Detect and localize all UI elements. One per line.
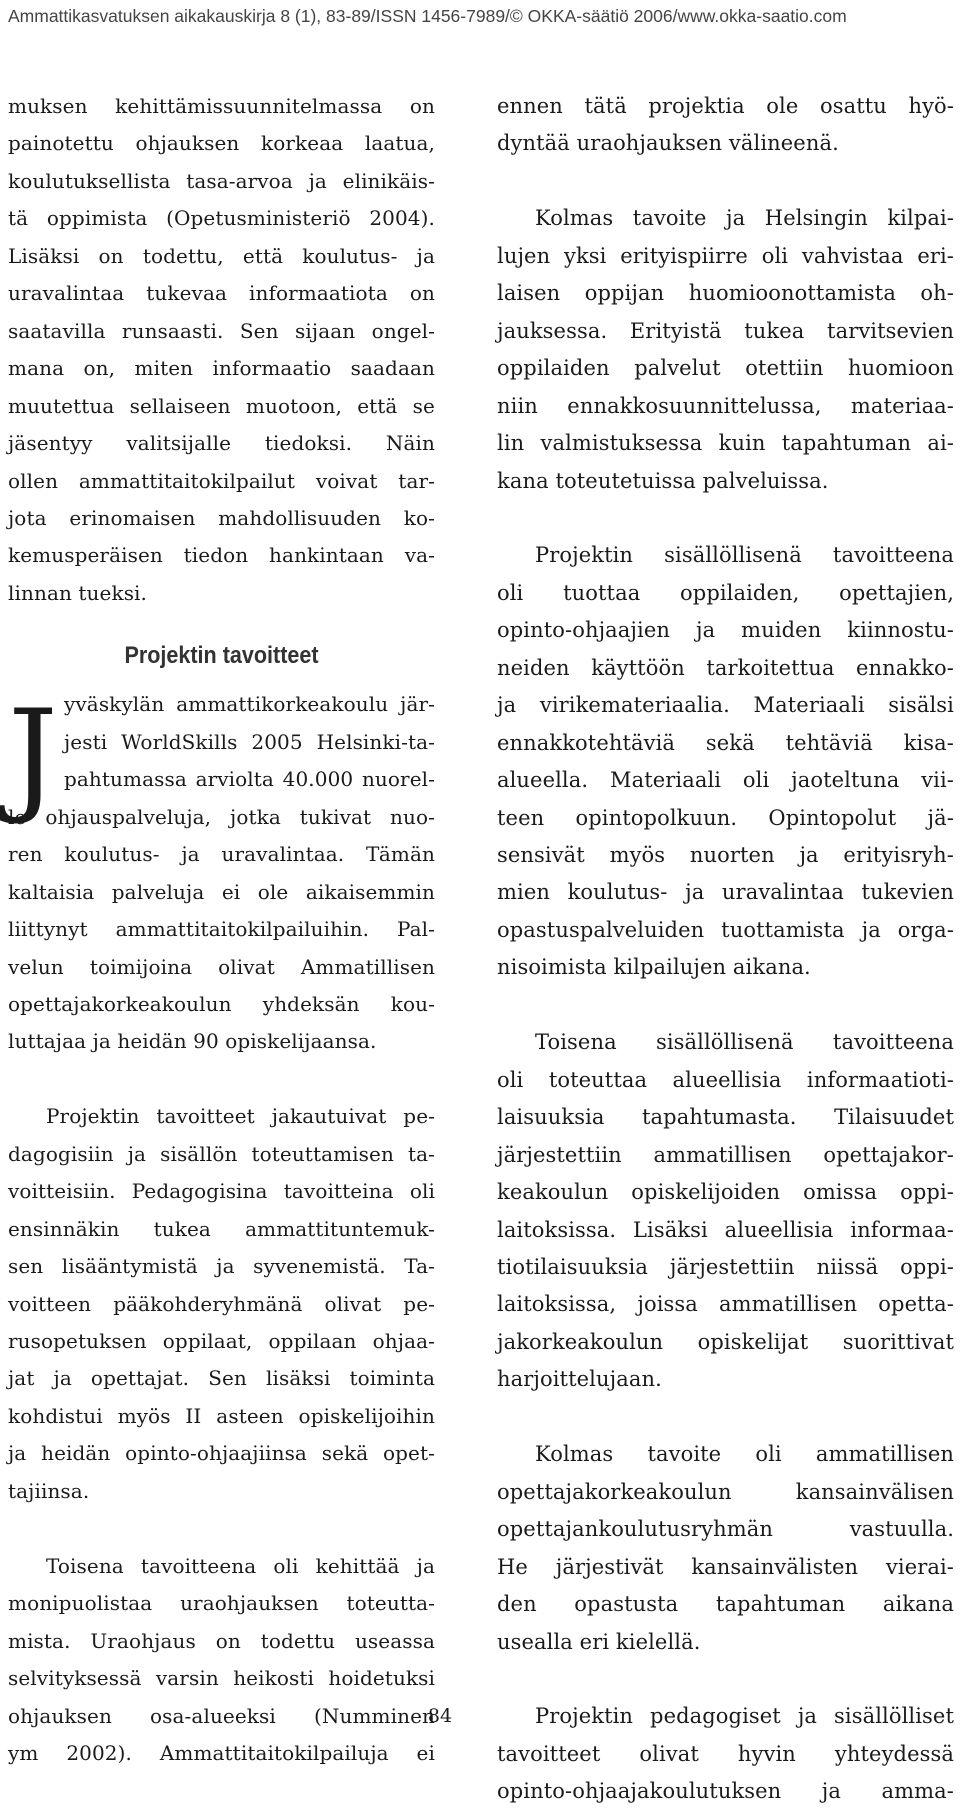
text-line: ensinnäkin tukea ammattituntemuk- (8, 1216, 435, 1241)
text-line: oppilaiden palvelut otettiin huomioon (497, 356, 954, 381)
paragraph (8, 88, 435, 612)
text-line: jauksessa. Erityistä tukea tarvitsevien (497, 318, 954, 343)
text-line: neiden käyttöön tarkoitettua ennakko- (497, 655, 954, 680)
text-line: jesti WorldSkills 2005 Helsinki-ta- (64, 729, 435, 754)
left-column (8, 88, 435, 1772)
paragraph (497, 537, 954, 986)
text-line: usealla eri kielellä. (497, 1629, 701, 1654)
text-line: rusopetuksen oppilaat, oppilaan ohjaa- (8, 1329, 435, 1354)
text-line: oli toteuttaa alueellisia informaatioti- (497, 1067, 954, 1092)
section-heading: Projektin tavoitteet (124, 642, 319, 670)
text-line: jat ja opettajat. Sen lisäksi toiminta (8, 1366, 435, 1391)
text-line: velun toimijoina olivat Ammatillisen (8, 954, 435, 979)
paragraph (497, 1698, 954, 1810)
text-line: mien koulutus- ja uravalintaa tukevien (497, 880, 954, 905)
text-line: mista. Uraohjaus on todettu useassa (8, 1628, 435, 1653)
text-line: kana toteutetuissa palveluissa. (497, 468, 829, 493)
text-line: tiotilaisuuksia järjestettiin niissä oppi- (497, 1255, 954, 1279)
text-line: opinto-ohjaajien ja muiden kiinnostu- (497, 618, 954, 643)
text-line: Projektin pedagogiset ja sisällölliset (535, 1704, 954, 1729)
text-line: ennakkotehtäviä sekä tehtäviä kisa- (497, 730, 954, 755)
right-column (497, 88, 954, 1811)
text-line: harjoittelujaan. (497, 1367, 662, 1392)
page-number: 84 (427, 1705, 453, 1727)
text-line: dagogisiin ja sisällön toteuttamisen ta- (8, 1141, 435, 1166)
text-line: kemusperäisen tiedon hankintaan va- (8, 543, 435, 568)
text-line: tajiinsa. (8, 1478, 90, 1503)
drop-cap: J (8, 684, 58, 829)
text-line: nisoimista kilpailujen aikana. (497, 955, 811, 980)
text-line: He järjestivät kansainvälisten vierai- (497, 1554, 954, 1579)
text-line: ja virikemateriaalia. Materiaali sisälsi (497, 693, 954, 718)
text-line: Lisäksi on todettu, että koulutus- ja (8, 243, 435, 268)
text-line: selvityksessä varsin heikosti hoidetuksi (8, 1666, 435, 1691)
dropcap-paragraph (8, 686, 435, 1061)
text-line: Kolmas tavoite oli ammatillisen (535, 1442, 954, 1467)
text-line: laitoksissa, joissa ammatillisen opetta- (497, 1292, 954, 1317)
text-line: lin valmistuksessa kuin tapahtuman ai- (497, 431, 954, 456)
text-line: laisuuksia tapahtumasta. Tilaisuudet (497, 1105, 954, 1130)
paragraph (497, 88, 954, 163)
text-line: linnan tueksi. (8, 580, 148, 605)
text-line: jota erinomaisen mahdollisuuden ko- (8, 505, 435, 530)
text-line: ren koulutus- ja uravalintaa. Tämän (8, 842, 435, 867)
text-line: opettajankoulutusryhmän vastuulla. (497, 1517, 954, 1542)
text-line: alueella. Materiaali oli jaoteltuna vii- (497, 768, 954, 793)
text-line: voitteisiin. Pedagogisina tavoitteina oli (8, 1179, 435, 1204)
text-line: laitoksissa. Lisäksi alueellisia informaa- (497, 1217, 954, 1242)
text-line: ym 2002). Ammattitaitokilpailuja ei (8, 1741, 435, 1765)
text-line: kaltaisia palveluja ei ole aikaisemmin (8, 879, 435, 904)
text-line: koulutuksellista tasa-arvoa ja elinikäis- (8, 168, 435, 193)
text-line: monipuolistaa uraohjauksen toteutta- (8, 1591, 435, 1616)
text-line: muksen kehittämissuunnitelmassa on (8, 94, 435, 118)
text-line: muutettua sellaiseen muotoon, että se (8, 393, 435, 418)
text-line: Projektin tavoitteet jakautuivat pe- (46, 1104, 435, 1129)
text-line: pahtumassa arviolta 40.000 nuorel- (64, 767, 435, 792)
text-line: keakoulun opiskelijoiden omissa oppi- (497, 1180, 954, 1205)
text-line: opettajakorkeakoulun yhdeksän kou- (8, 991, 435, 1016)
text-line: ohjauksen osa-alueeksi (Numminen (8, 1703, 435, 1728)
text-line: tavoitteet olivat hyvin yhteydessä (497, 1741, 954, 1766)
text-line: Toisena sisällöllisenä tavoitteena (535, 1030, 954, 1055)
text-line: jakorkeakoulun opiskelijat suorittivat (497, 1329, 954, 1354)
text-line: sen lisääntymistä ja syvenemistä. Ta- (8, 1254, 435, 1279)
text-line: le ohjauspalveluja, jotka tukivat nuo- (8, 804, 435, 829)
text-line: tä oppimista (Opetusministeriö 2004). (8, 206, 435, 231)
text-line: kohdistui myös II asteen opiskelijoihin (8, 1403, 435, 1428)
text-line: lujen yksi erityispiirre oli vahvistaa eri- (497, 243, 954, 268)
text-line: luttajaa ja heidän 90 opiskelijaansa. (8, 1029, 377, 1054)
text-line: yväskylän ammattikorkeakoulu jär- (64, 692, 435, 717)
paragraph (497, 1436, 954, 1661)
text-line: Toisena tavoitteena oli kehittää ja (46, 1553, 435, 1578)
text-line: laisen oppijan huomioonottamista oh- (497, 281, 954, 306)
text-line: saatavilla runsaasti. Sen sijaan ongel- (8, 318, 435, 343)
text-line: järjestettiin ammatillisen opettajakor- (497, 1142, 954, 1167)
text-line: jäsentyy valitsijalle tiedoksi. Näin (8, 431, 435, 456)
text-line: Kolmas tavoite ja Helsingin kilpai- (535, 206, 954, 231)
text-line: Projektin sisällöllisenä tavoitteena (535, 543, 954, 568)
text-line: voitteen pääkohderyhmänä olivat pe- (8, 1291, 435, 1316)
text-line: ja heidän opinto-ohjaajiinsa sekä opet- (8, 1441, 435, 1466)
text-line: den opastusta tapahtuman aikana (497, 1592, 954, 1617)
text-line: liittynyt ammattitaitokilpailuihin. Pal- (8, 917, 435, 942)
paragraph (497, 200, 954, 500)
text-line: sensivät myös nuorten ja erityisryh- (497, 843, 954, 868)
text-line: niin ennakkosuunnittelussa, materiaa- (497, 393, 954, 418)
text-line: ennen tätä projektia ole osattu hyö- (497, 94, 954, 118)
paragraph (8, 1548, 435, 1773)
journal-header: Ammattikasvatuksen aikakauskirja 8 (1), 83-89/ISSN 1456-7989/© OKKA-säätiö 2006/www.okka-saatio.com (8, 6, 847, 26)
text-line: uravalintaa tukevaa informaatiota on (8, 281, 435, 306)
text-line: opettajakorkeakoulun kansainvälisen (497, 1479, 954, 1504)
text-line: mana on, miten informaatio saadaan (8, 356, 435, 381)
paragraph (8, 1098, 435, 1510)
text-line: teen opintopolkuun. Opintopolut jä- (497, 805, 954, 830)
text-line: ollen ammattitaitokilpailut voivat tar- (8, 468, 435, 493)
paragraph (497, 1024, 954, 1399)
text-line: opastuspalveluiden tuottamista ja orga- (497, 917, 954, 942)
text-line: oli tuottaa oppilaiden, opettajien, (497, 580, 954, 605)
text-line: painotettu ohjauksen korkeaa laatua, (8, 131, 435, 156)
text-line: dyntää uraohjauksen välineenä. (497, 131, 839, 156)
text-line: opinto-ohjaajakoulutuksen ja amma- (497, 1779, 954, 1804)
